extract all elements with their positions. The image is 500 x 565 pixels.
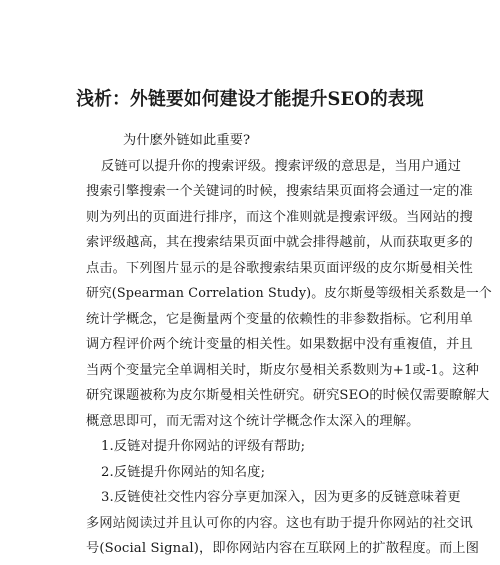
paragraph-line: 概意思即可，而无需对这个统计学概念作太深入的理解。 (86, 414, 420, 429)
paragraph-line: 统计学概念，它是衡量两个变量的依赖性的非参数指标。它利用单 (86, 312, 473, 327)
paragraph-line: 则为列出的页面进行排序，而这个准则就是搜索评级。当网站的搜 (86, 210, 473, 225)
paragraph-line: 索评级越高，其在搜索结果页面中就会排得越前，从而获取更多的 (86, 235, 473, 250)
paragraph-line: 多网站阅读过并且认可你的内容。这也有助于提升你网站的社交讯 (86, 516, 473, 531)
list-item: 2.反链提升你网站的知名度; (101, 465, 266, 480)
paragraph-line: 为什麽外链如此重要? (123, 133, 251, 148)
paragraph-line: 号(Social Signal)，即你网站内容在互联网上的扩散程度。而上图 (86, 541, 480, 556)
paragraph-line: 点击。下列图片显示的是谷歌搜索结果页面评级的皮尔斯曼相关性 (86, 261, 473, 276)
paragraph-line: 研究(Spearman Correlation Study)。皮尔斯曼等级相关系数是一个 (86, 286, 492, 301)
paragraph-line: 研究课题被称为皮尔斯曼相关性研究。研究SEO的时候仅需要瞭解大 (86, 388, 490, 403)
article-title: 浅析：外链要如何建设才能提升SEO的表现 (76, 89, 424, 110)
paragraph-line: 当两个变量完全单调相关时，斯皮尔曼相关系数则为+1或-1。这种 (86, 363, 479, 378)
list-item: 3.反链使社交性内容分享更加深入，因为更多的反链意味着更 (101, 490, 461, 505)
paragraph-line: 调方程评价两个统计变量的相关性。如果数据中没有重複值，并且 (86, 337, 473, 352)
list-item: 1.反链对提升你网站的评级有帮助; (101, 439, 306, 454)
paragraph-line: 反链可以提升你的搜索评级。搜索评级的意思是，当用户通过 (101, 159, 462, 174)
paragraph-line: 搜索引擎搜索一个关键词的时候，搜索结果页面将会通过一定的准 (86, 184, 473, 199)
